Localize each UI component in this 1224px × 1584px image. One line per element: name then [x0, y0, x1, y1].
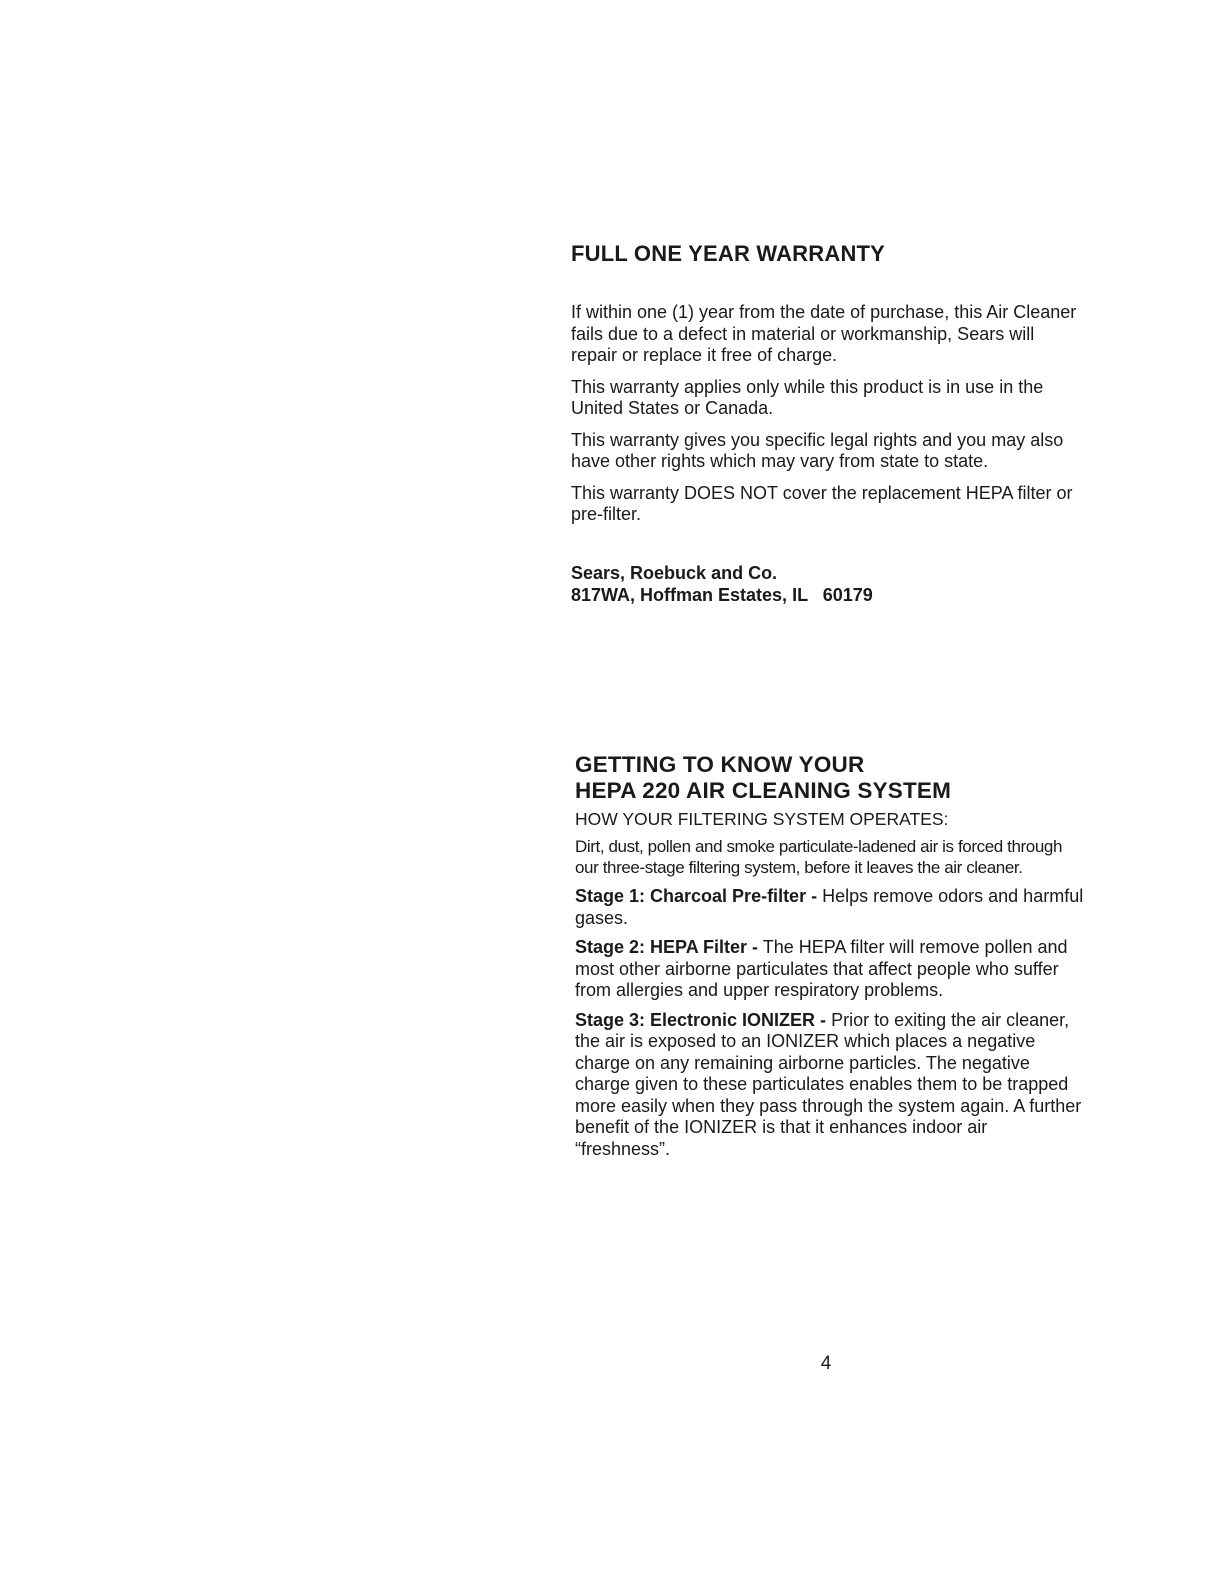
warranty-paragraph-2: This warranty applies only while this product is in use in the United States or Canada. [571, 376, 1044, 418]
warranty-paragraph-4: This warranty DOES NOT cover the replacement HEPA filter or pre-filter. [571, 482, 1073, 524]
stage-3 [575, 1010, 1085, 1161]
stage-2-text: The HEPA filter will remove pollen and most other airborne particulates that affect people who suffer from allergies and upper respiratory problems. [575, 937, 1068, 1000]
warranty-title: FULL ONE YEAR WARRANTY [571, 241, 886, 266]
getting-title-line-1: GETTING TO KNOW YOUR [575, 752, 865, 777]
stage-1 [575, 886, 1085, 929]
address-location: 817WA, Hoffman Estates, IL 60179 [571, 584, 873, 605]
getting-title [575, 752, 1085, 804]
stage-2-lead: Stage 2: HEPA Filter - [575, 937, 759, 957]
stage-3-text: Prior to exiting the air cleaner, the air is exposed to an IONIZER which places a negative charge on any remaining airborne particles. The negative charge given to these particulates enables them to be trapped more easily when they pass through the system again. A further benefit of the IONIZER is that it enhances indoor air “freshness”. [575, 1009, 1082, 1159]
page-number-text: 4 [820, 1353, 832, 1374]
operation-subhead: HOW YOUR FILTERING SYSTEM OPERATES: [575, 809, 949, 829]
getting-title-line-2: HEPA 220 AIR CLEANING SYSTEM [575, 778, 952, 803]
getting-to-know-section [575, 752, 1085, 1168]
stage-1-text: Helps remove odors and harmful gases. [575, 886, 1084, 928]
operation-intro: Dirt, dust, pollen and smoke particulate-ladened air is forced through our three-stage filtering system, before it leaves the air cleaner. [575, 837, 1063, 877]
warranty-paragraph-1: If within one (1) year from the date of purchase, this Air Cleaner fails due to a defect in material or workmanship, Sears will repair or replace it free of charge. [571, 302, 1077, 365]
stage-2 [575, 937, 1085, 1002]
warranty-section [571, 240, 1081, 606]
stage-3-lead: Stage 3: Electronic IONIZER - [575, 1009, 827, 1030]
address-company: Sears, Roebuck and Co. [571, 562, 778, 583]
warranty-paragraph-3: This warranty gives you specific legal rights and you may also have other rights which may vary from state to state. [571, 429, 1064, 471]
warranty-address [571, 562, 1081, 606]
stage-1-lead: Stage 1: Charcoal Pre-filter - [575, 886, 818, 906]
page-number [0, 1353, 1224, 1375]
